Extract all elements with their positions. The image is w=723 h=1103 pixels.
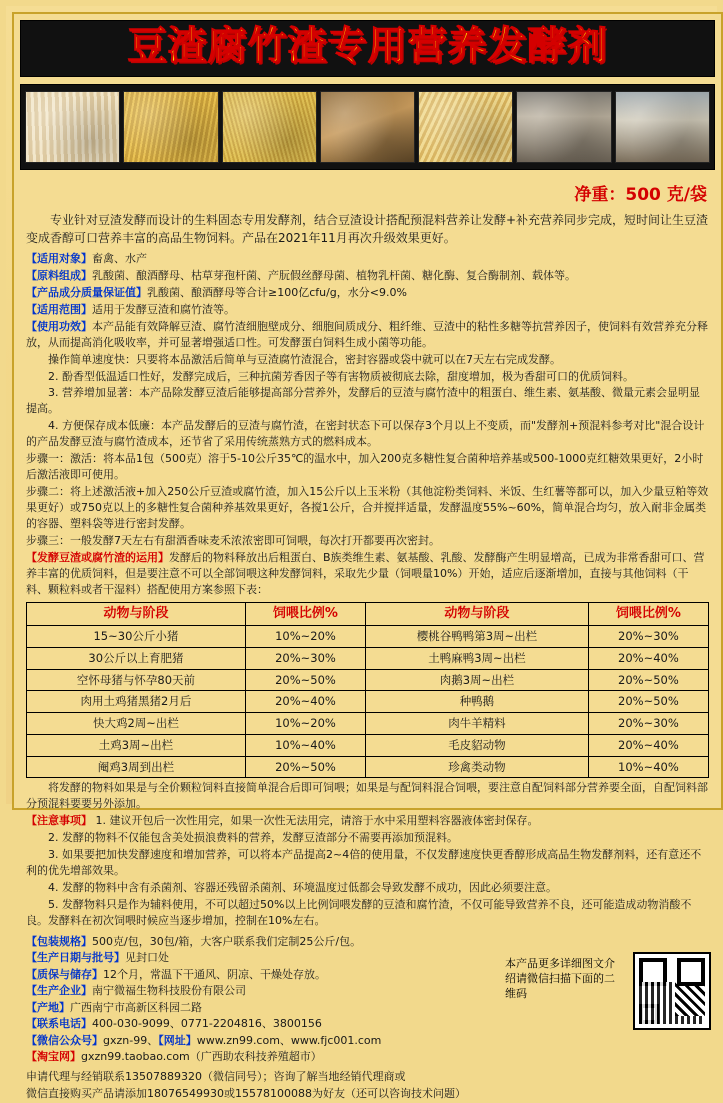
notes-block	[26, 813, 709, 829]
section-label: 【使用功效】	[26, 319, 92, 333]
section-ingredients	[26, 268, 709, 284]
footer-value: 400-030-9099、0771-2204816、3800156	[92, 1017, 322, 1031]
usage-point-4: 4. 方便保存成本低廉：本产品发酵后的豆渣与腐竹渣，在密封状态下可以保存3个月以上不变质，而"发酵剂+预混料参考对比"混合设计的产品发酵豆渣与腐竹渣成本，还节省了采用传统蒸熟方式的燃料成本。	[26, 419, 705, 449]
cell-rate-right: 20%~40%	[588, 648, 708, 670]
table-row	[27, 691, 709, 713]
col-rate-right: 饲喂比例%	[588, 602, 708, 626]
cell-animal-right: 肉鹅3周~出栏	[366, 669, 589, 691]
cell-animal-left: 空怀母猪与怀孕80天前	[27, 669, 246, 691]
agent-line-1: 申请代理与经销联系13507889320（微信同号）；咨询了解当地经销代理商或	[26, 1069, 406, 1083]
cell-rate-right: 20%~50%	[588, 669, 708, 691]
cell-animal-left: 土鸡3周~出栏	[27, 734, 246, 756]
section-effects	[26, 319, 709, 351]
usage-step-title: 操作简单速度快：只要将本品激活后简单与豆渣腐竹渣混合，密封容器或袋中就可以在7天左右完成发酵。	[48, 352, 561, 366]
footer-value-website: www.zn99.com、www.fjc001.com	[196, 1033, 382, 1047]
cell-rate-right: 10%~40%	[588, 756, 708, 778]
col-animal-stage-right: 动物与阶段	[366, 602, 589, 626]
cell-rate-left: 20%~50%	[245, 756, 365, 778]
qr-code-block	[633, 952, 707, 1030]
photo-strip	[20, 84, 715, 170]
footer-value: 500克/包，30包/箱，大客户联系我们定制25公斤/包。	[92, 934, 362, 948]
footer-line-taobao	[26, 1049, 709, 1066]
cell-rate-right: 20%~40%	[588, 734, 708, 756]
poster-inner-border	[12, 12, 723, 1101]
footer-value: gxzn-99、	[103, 1033, 159, 1047]
cell-animal-right: 土鸭麻鸭3周~出栏	[366, 648, 589, 670]
photo-fermented-feed	[123, 91, 218, 163]
note-5: 5. 发酵物料只是作为辅料使用，不可以超过50%以上比例饲喂发酵的豆渣和腐竹渣，不仅可能导致营养不良，还可能造成动物消酸不良。发酵料在初次饲喂时候应当逐步增加，控制在10%左右。	[26, 897, 692, 927]
cell-animal-left: 肉用土鸡猪黑猪2月后	[27, 691, 246, 713]
usage-point-2: 2. 酚香型低温适口性好，发酵完成后，三种抗菌芳香因子等有害物质被彻底去除，甜度增加，极为香甜可口的优质饲料。	[48, 369, 634, 383]
cell-rate-left: 10%~20%	[245, 626, 365, 648]
step-three: 步骤三：一般发酵7天左右有甜酒香味麦禾浓浓密即可饲喂，每次打开都要再次密封。	[26, 533, 440, 547]
footer-value: gxzn99.taobao.com（广西助农科技养殖超市）	[81, 1050, 322, 1064]
footer-value: 12个月，常温下干通风、阴凉、干燥处存放。	[103, 967, 326, 981]
footer-label: 【淘宝网】	[26, 1050, 81, 1064]
photo-poultry	[615, 91, 710, 163]
cell-rate-left: 20%~50%	[245, 669, 365, 691]
photo-feed-pile	[418, 91, 513, 163]
footer-line-wechat	[26, 1033, 709, 1050]
fermented-usage-text: 发酵后的物料释放出后粗蛋白、B族类维生素、氨基酸、乳酸、发酵酶产生明显增高，已成为非常香甜可口、营养丰富的优质饲料，但是要注意不可以全部饲喂这种发酵饲料，采取先少量（饲喂量10%）开始，适应后逐渐增加，直接与其他饲料（干料、颗粒料或者干湿料）搭配使用方案参照下表：	[26, 550, 705, 596]
table-row	[27, 756, 709, 778]
cell-rate-left: 10%~20%	[245, 713, 365, 735]
fermented-usage-label: 【发酵豆渣或腐竹渣的运用】	[26, 550, 169, 564]
section-text: 本产品能有效降解豆渣、腐竹渣细胞壁成分、细胞间质成分、粗纤维、豆渣中的粘性多糖等抗营养因子，使饲料有效营养充分释放，从而提高消化吸收率，并可显著增强适口性。可发酵蛋白饲料生成小菌等功能。	[26, 319, 708, 349]
photo-pigs	[516, 91, 611, 163]
section-label: 【产品成分质量保证值】	[26, 285, 147, 299]
footer-label: 【包装规格】	[26, 934, 92, 948]
section-text: 畜禽、水产	[92, 251, 147, 265]
cell-animal-right: 肉牛羊精料	[366, 713, 589, 735]
section-label: 【原料组成】	[26, 268, 92, 282]
body-content	[14, 205, 721, 929]
cell-rate-right: 20%~30%	[588, 713, 708, 735]
photo-soy-residue	[25, 91, 120, 163]
cell-animal-left: 快大鸡2周~出栏	[27, 713, 246, 735]
footer-line-packaging	[26, 934, 709, 951]
section-text: 适用于发酵豆渣和腐竹渣等。	[92, 302, 235, 316]
cell-rate-right: 20%~50%	[588, 691, 708, 713]
footer-info	[14, 930, 721, 1066]
photo-corn-meal	[222, 91, 317, 163]
table-row	[27, 648, 709, 670]
cell-animal-right: 樱桃谷鸭鸭第3周~出栏	[366, 626, 589, 648]
usage-point-3: 3. 营养增加显著：本产品除发酵豆渣后能够提高部分营养外，发酵后的豆渣与腐竹渣中的粗蛋白、维生素、氨基酸、微量元素会显明显提高。	[26, 386, 700, 416]
footer-label: 【产地】	[26, 1000, 70, 1014]
title-band	[20, 20, 715, 77]
cell-rate-left: 20%~40%	[245, 691, 365, 713]
footer-value: 南宁微福生物科技股份有限公司	[92, 984, 246, 998]
footer-line-origin	[26, 1000, 709, 1017]
footer-label: 【生产日期与批号】	[26, 951, 125, 965]
note-3: 3. 如果要把加快发酵速度和增加营养，可以将本产品提高2~4倍的使用量，不仅发酵速度快更香醇形成高品生物发酵剂料，还有意还不利的优先增部效果。	[26, 847, 702, 877]
cell-animal-right: 珍禽类动物	[366, 756, 589, 778]
section-target-animals	[26, 251, 709, 267]
net-weight: 净重：500 克/袋	[574, 184, 707, 205]
footer-label: 【生产企业】	[26, 984, 92, 998]
note-2: 2. 发酵的物料不仅能包含美处损浪费料的营养，发酵豆渣部分不需要再添加预混料。	[48, 830, 458, 844]
section-text: 乳酸菌、酿酒酵母、枯草芽孢杆菌、产朊假丝酵母菌、植物乳杆菌、糖化酶、复合酶制剂、载体等。	[92, 268, 576, 282]
col-rate-left: 饲喂比例%	[245, 602, 365, 626]
qr-code-icon[interactable]	[633, 952, 711, 1030]
table-row	[27, 713, 709, 735]
cell-rate-left: 10%~40%	[245, 734, 365, 756]
agent-line-2: 微信直接购买产品请添加18076549930或15578100088为好友（还可以咨询技术问题）	[26, 1087, 466, 1101]
agent-contact-block	[14, 1066, 721, 1103]
step-one: 步骤一：激活：将本品1包（500克）溶于5-10公斤35℃的温水中，加入200克多糖性复合菌种培养基或500-1000克红糖效果更好，2小时后激活液即可使用。	[26, 452, 704, 482]
section-label: 【适用对象】	[26, 251, 92, 265]
section-text: 乳酸菌、酿酒酵母等合计≥100亿cfu/g，水分<9.0%	[147, 285, 407, 299]
footer-label: 【联系电话】	[26, 1017, 92, 1031]
col-animal-stage-left: 动物与阶段	[27, 602, 246, 626]
note-1: 1. 建议开包后一次性用完，如果一次性无法用完，请溶于水中采用塑料容器液体密封保存。	[95, 814, 539, 828]
table-row	[27, 669, 709, 691]
feeding-rate-table	[26, 602, 709, 779]
footer-label: 【微信公众号】	[26, 1033, 103, 1047]
table-row	[27, 734, 709, 756]
section-composition	[26, 285, 709, 301]
footer-value: 广西南宁市高新区科园二路	[70, 1000, 202, 1014]
cell-animal-right: 毛皮貂动物	[366, 734, 589, 756]
cell-animal-left: 阉鸡3周到出栏	[27, 756, 246, 778]
section-scope	[26, 302, 709, 318]
cell-animal-left: 15~30公斤小猪	[27, 626, 246, 648]
note-4: 4. 发酵的物料中含有杀菌剂、容器还残留杀菌剂、环境温度过低都会导致发酵不成功，因此必须要注意。	[48, 880, 557, 894]
notes-label: 【注意事项】	[26, 814, 92, 828]
fermented-usage-section	[26, 550, 709, 598]
footer-value: 见封口处	[125, 951, 169, 965]
cell-rate-right: 20%~30%	[588, 626, 708, 648]
cell-animal-right: 种鸭鹅	[366, 691, 589, 713]
photo-mixing-hands	[320, 91, 415, 163]
footer-label: 【质保与储存】	[26, 967, 103, 981]
step-two: 步骤二：将上述激活液+加入250公斤豆渣或腐竹渣，加入15公斤以上玉米粉（其他淀粉类饲料、米饭、生红薯等都可以，加入少量豆粕等效果更好）或750克以上的多糖性复合菌种养基效果更好，各搅1公斤，合并搅拌适量，发酵温度55%~60%，简单混合均匀，放入耐非金属类的容器、塑料袋等进行密封发酵。	[26, 485, 709, 530]
lead-paragraph: 专业针对豆渣发酵而设计的生料固态专用发酵剂，结合豆渣设计搭配预混料营养让发酵+补充营养同步完成，短时间让生豆渣变成香醇可口营养丰富的高品生物饲料。产品在2021年11月再次升级效果更好。	[26, 212, 709, 245]
page-title: 豆渣腐竹渣专用营养发酵剂	[127, 24, 608, 69]
cell-rate-left: 20%~30%	[245, 648, 365, 670]
after-table-note: 将发酵的物料如果是与全价颗粒饲料直接简单混合后即可饲喂；如果是与配饲料混合饲喂，要注意自配饲料部分营养要全面，自配饲料部分预混料要要另外添加。	[26, 781, 708, 811]
qr-note: 本产品更多详细图文介绍请微信扫描下面的二维码	[505, 956, 615, 1001]
section-label: 【适用范围】	[26, 302, 92, 316]
table-header-row	[27, 602, 709, 626]
table-row	[27, 626, 709, 648]
footer-label-website: 【网址】	[158, 1033, 197, 1047]
cell-animal-left: 30公斤以上育肥猪	[27, 648, 246, 670]
footer-line-phone	[26, 1016, 709, 1033]
